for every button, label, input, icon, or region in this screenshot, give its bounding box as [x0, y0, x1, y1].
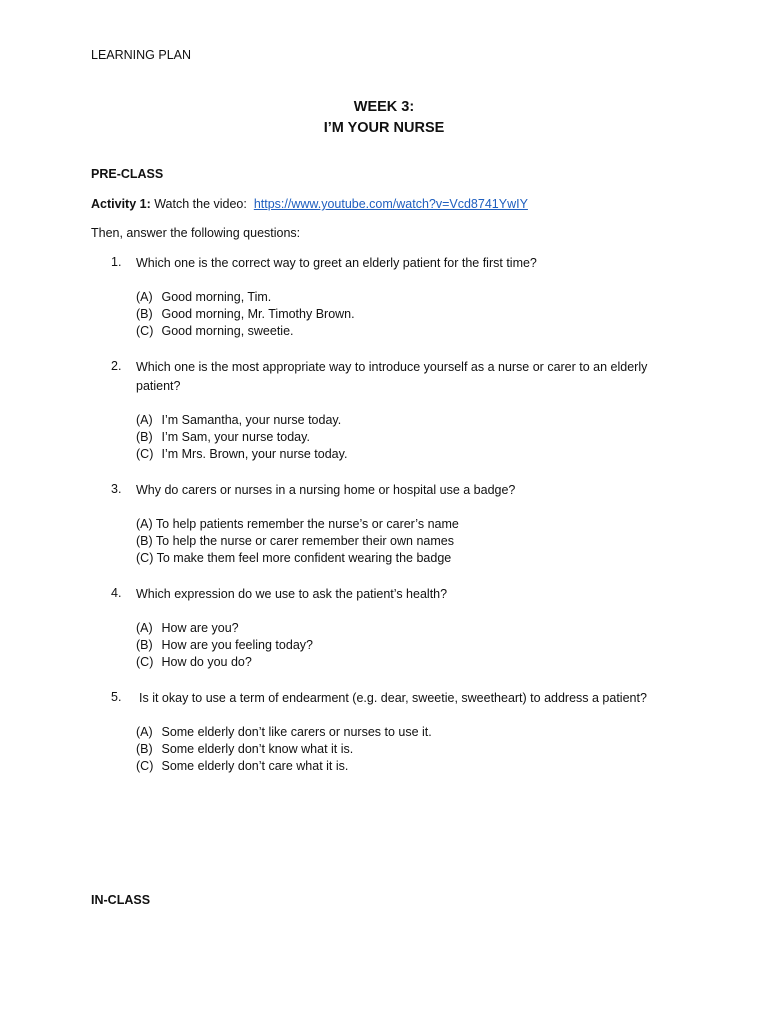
in-class-heading: IN-CLASS [91, 893, 151, 907]
option-label: (A) [136, 725, 153, 739]
option-label: (B) [136, 307, 153, 321]
option-label: (C) [136, 759, 154, 773]
activity-label: Activity 1: [91, 197, 151, 211]
option-text: To make them feel more confident wearing the badge [156, 551, 452, 565]
question-text: Which one is the correct way to greet an elderly patient for the first time? [136, 256, 537, 270]
pre-class-heading: PRE-CLASS [91, 167, 164, 181]
question-number: 1. [111, 255, 122, 269]
week-heading: WEEK 3: [353, 99, 415, 115]
option-text: I’m Sam, your nurse today. [161, 430, 310, 444]
answer-option [136, 654, 252, 671]
answer-option [136, 446, 347, 463]
answer-option [136, 323, 294, 340]
question-number: 3. [111, 482, 122, 496]
option-text: To help patients remember the nurse’s or carer’s name [155, 517, 459, 531]
question-number: 4. [111, 586, 122, 600]
question-text: Which one is the most appropriate way to introduce yourself as a nurse or carer to an elderly patient? [136, 360, 648, 393]
option-label: (A) [136, 290, 153, 304]
option-label: (C) [136, 551, 154, 565]
answer-option [136, 620, 239, 637]
option-text: Some elderly don’t know what it is. [161, 742, 354, 756]
option-text: I’m Mrs. Brown, your nurse today. [161, 447, 348, 461]
option-text: How are you feeling today? [161, 638, 313, 652]
option-label: (A) [136, 413, 153, 427]
option-label: (C) [136, 324, 154, 338]
option-label: (B) [136, 534, 153, 548]
answer-option [136, 306, 355, 323]
option-label: (C) [136, 655, 154, 669]
question-number: 2. [111, 359, 122, 373]
option-text: How are you? [161, 621, 239, 635]
question-text: Which expression do we use to ask the patient’s health? [136, 587, 448, 601]
option-label: (A) [136, 517, 153, 531]
question-text: Why do carers or nurses in a nursing home or hospital use a badge? [136, 483, 516, 497]
option-text: Good morning, Mr. Timothy Brown. [161, 307, 355, 321]
option-label: (B) [136, 430, 153, 444]
option-text: To help the nurse or carer remember their own names [155, 534, 454, 548]
option-label: (B) [136, 638, 153, 652]
answer-option [136, 429, 310, 446]
answer-option [136, 550, 451, 567]
activity-line [91, 196, 528, 213]
answer-option [136, 516, 459, 533]
option-text: Good morning, sweetie. [161, 324, 294, 338]
video-link[interactable]: https://www.youtube.com/watch?v=Vcd8741YwIY [253, 197, 528, 211]
answer-option [136, 533, 454, 550]
answer-option [136, 724, 432, 741]
option-text: How do you do? [161, 655, 252, 669]
option-label: (C) [136, 447, 154, 461]
page-title: I’M YOUR NURSE [323, 120, 445, 136]
instruction-text: Then, answer the following questions: [91, 226, 301, 240]
answer-option [136, 289, 271, 306]
option-text: I’m Samantha, your nurse today. [161, 413, 342, 427]
option-text: Some elderly don’t like carers or nurses to use it. [161, 725, 432, 739]
question-text: Is it okay to use a term of endearment (e.g. dear, sweetie, sweetheart) to address a patient? [139, 691, 647, 705]
option-label: (A) [136, 621, 153, 635]
answer-option [136, 741, 353, 758]
option-text: Some elderly don’t care what it is. [161, 759, 349, 773]
answer-option [136, 758, 348, 775]
answer-option [136, 637, 313, 654]
question-number: 5. [111, 690, 122, 704]
activity-text: Watch the video: [150, 197, 254, 211]
doc-label: LEARNING PLAN [91, 48, 192, 62]
option-text: Good morning, Tim. [161, 290, 272, 304]
option-label: (B) [136, 742, 153, 756]
answer-option [136, 412, 341, 429]
